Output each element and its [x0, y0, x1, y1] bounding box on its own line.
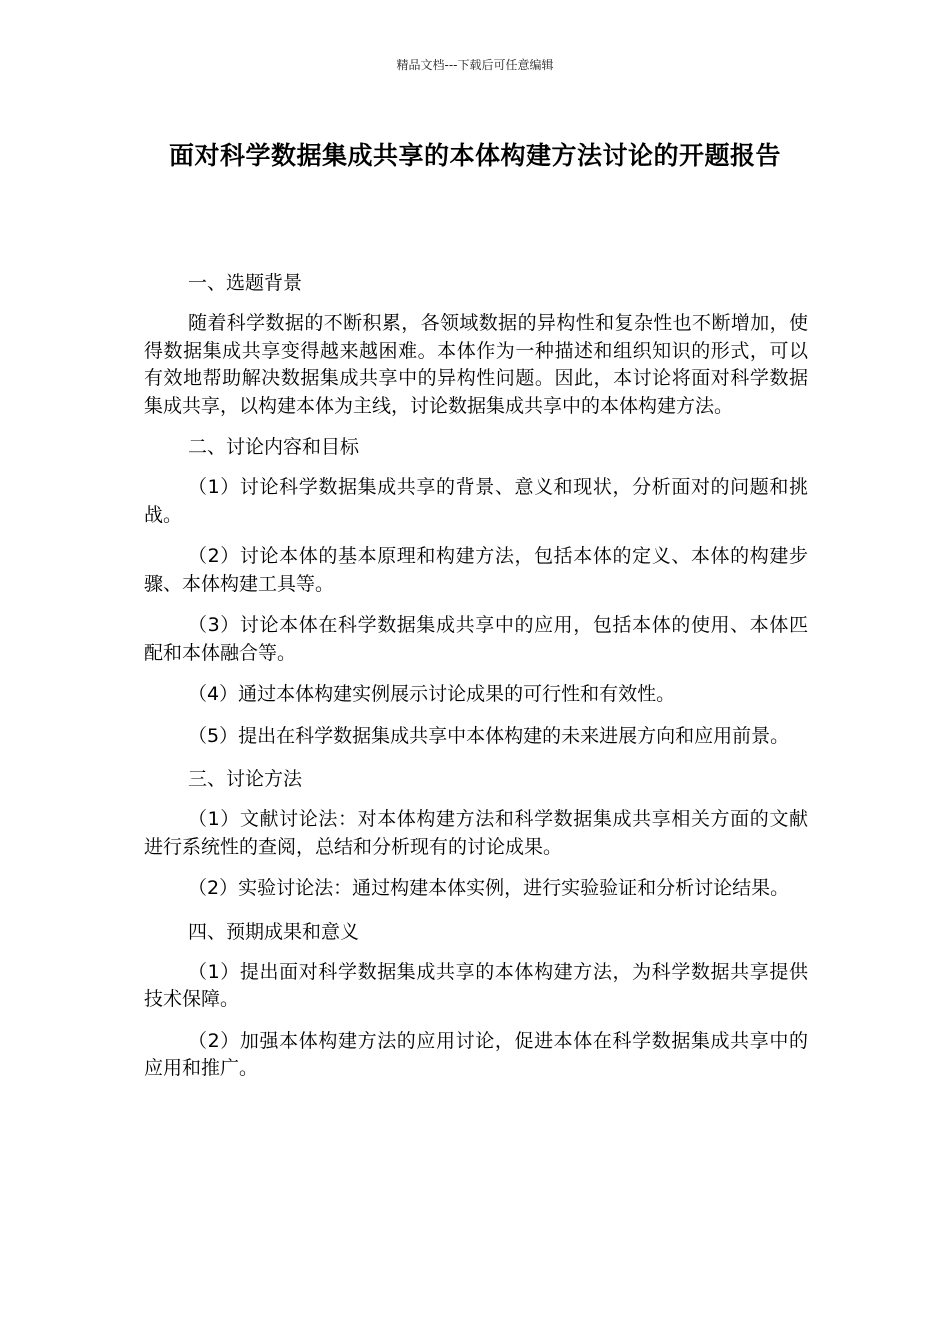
list-item: （5）提出在科学数据集成共享中本体构建的未来进展方向和应用前景。 [188, 724, 790, 747]
section-heading: 四、预期成果和意义 [188, 920, 360, 943]
document-title: 面对科学数据集成共享的本体构建方法讨论的开题报告 [168, 141, 781, 170]
document-body [144, 268, 808, 1097]
list-item: （4）通过本体构建实例展示讨论成果的可行性和有效性。 [188, 683, 676, 705]
list-item: （1）讨论科学数据集成共享的背景、意义和现状，分析面对的问题和挑战。 [144, 476, 808, 526]
page-header: 精品文档---下载后可任意编辑 [396, 58, 554, 72]
list-item: （2）加强本体构建方法的应用讨论，促进本体在科学数据集成共享中的应用和推广。 [144, 1029, 808, 1079]
list-item: （1）提出面对科学数据集成共享的本体构建方法，为科学数据共享提供技术保障。 [144, 960, 808, 1010]
list-item: （2）讨论本体的基本原理和构建方法，包括本体的定义、本体的构建步骤、本体构建工具等。 [144, 545, 808, 595]
list-item: （2）实验讨论法：通过构建本体实例，进行实验验证和分析讨论结果。 [188, 877, 790, 899]
paragraph: 随着科学数据的不断积累，各领域数据的异构性和复杂性也不断增加，使得数据集成共享变得越来越困难。本体作为一种描述和组织知识的形式，可以有效地帮助解决数据集成共享中的异构性问题。因此，本讨论将面对科学数据集成共享，以构建本体为主线，讨论数据集成共享中的本体构建方法。 [144, 312, 808, 417]
section-expected-results [144, 917, 808, 1083]
list-item: （1）文献讨论法：对本体构建方法和科学数据集成共享相关方面的文献进行系统性的查阅，总结和分析现有的讨论成果。 [144, 808, 808, 858]
section-heading: 三、讨论方法 [188, 768, 303, 790]
section-methods [144, 764, 808, 903]
section-heading: 一、选题背景 [188, 272, 303, 294]
section-heading: 二、讨论内容和目标 [188, 436, 360, 458]
section-background [144, 268, 808, 420]
section-content-goals [144, 432, 808, 750]
list-item: （3）讨论本体在科学数据集成共享中的应用，包括本体的使用、本体匹配和本体融合等。 [144, 614, 808, 664]
